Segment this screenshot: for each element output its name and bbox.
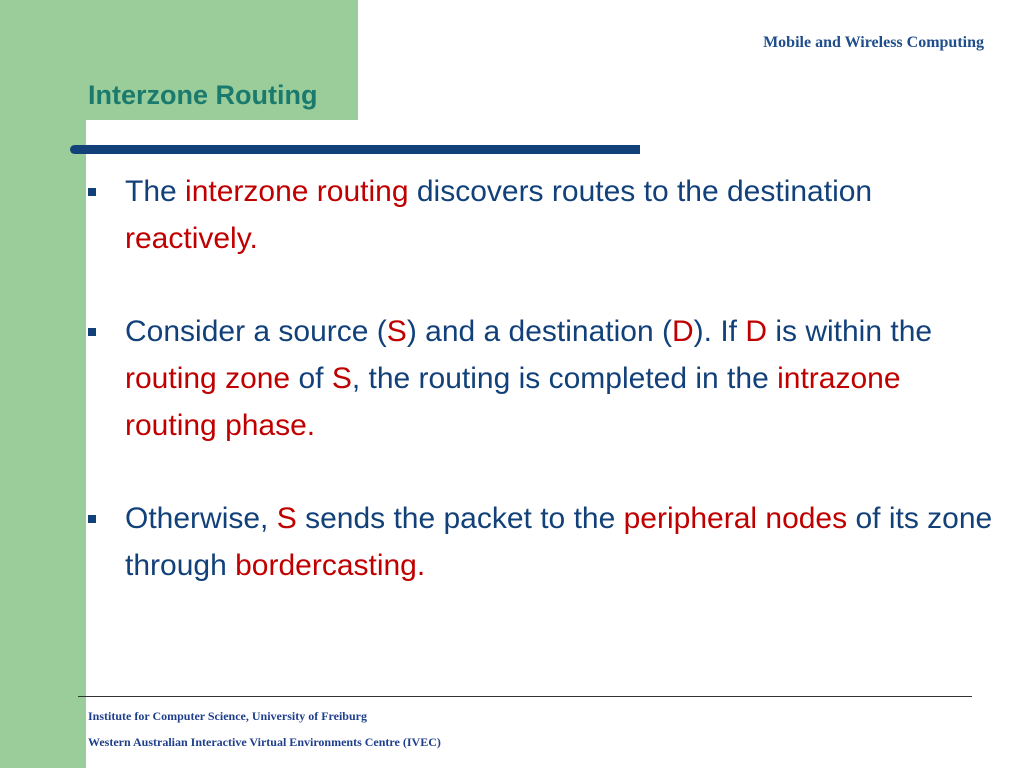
highlight-text: D xyxy=(671,315,694,348)
bullet-text: discovers routes to the destination xyxy=(408,175,873,208)
title-underline-bar xyxy=(70,145,640,154)
bullet-text: Consider a source ( xyxy=(125,315,387,348)
highlight-text: reactively. xyxy=(125,222,258,255)
bullet-square-icon xyxy=(88,515,96,523)
bullet-text: ) and a destination ( xyxy=(406,315,672,348)
bullet-square-icon xyxy=(88,188,96,196)
highlight-text: bordercasting. xyxy=(235,549,426,582)
footer-centre: Western Australian Interactive Virtual Environments Centre (IVEC) xyxy=(88,735,441,749)
highlight-text: D xyxy=(745,315,767,348)
bullet-text: of xyxy=(290,362,332,395)
bullet-text: The xyxy=(125,175,186,208)
bullet-text: of its zone through xyxy=(125,502,993,582)
footer-institute: Institute for Computer Science, University of Freiburg xyxy=(88,709,367,723)
bullet-text: ). If xyxy=(693,315,746,348)
highlight-text: S xyxy=(331,362,352,395)
footer-divider xyxy=(78,696,972,697)
bullet-item xyxy=(88,168,998,262)
highlight-text: intrazone routing phase. xyxy=(125,362,901,442)
highlight-text: S xyxy=(386,315,407,348)
bullet-text: , the routing is completed in the xyxy=(351,362,778,395)
highlight-text: S xyxy=(276,502,297,535)
bullet-item xyxy=(88,495,998,589)
highlight-text: routing zone xyxy=(125,362,291,395)
highlight-text: peripheral nodes xyxy=(623,502,848,535)
bullet-item xyxy=(88,308,998,449)
course-header: Mobile and Wireless Computing xyxy=(763,34,984,51)
bullet-list xyxy=(88,168,998,589)
bullet-text: Otherwise, xyxy=(125,502,277,535)
highlight-text: interzone routing xyxy=(185,175,409,208)
bullet-square-icon xyxy=(88,328,96,336)
bullet-text: is within the xyxy=(767,315,933,348)
slide-title: Interzone Routing xyxy=(88,80,318,110)
bullet-text: sends the packet to the xyxy=(296,502,624,535)
